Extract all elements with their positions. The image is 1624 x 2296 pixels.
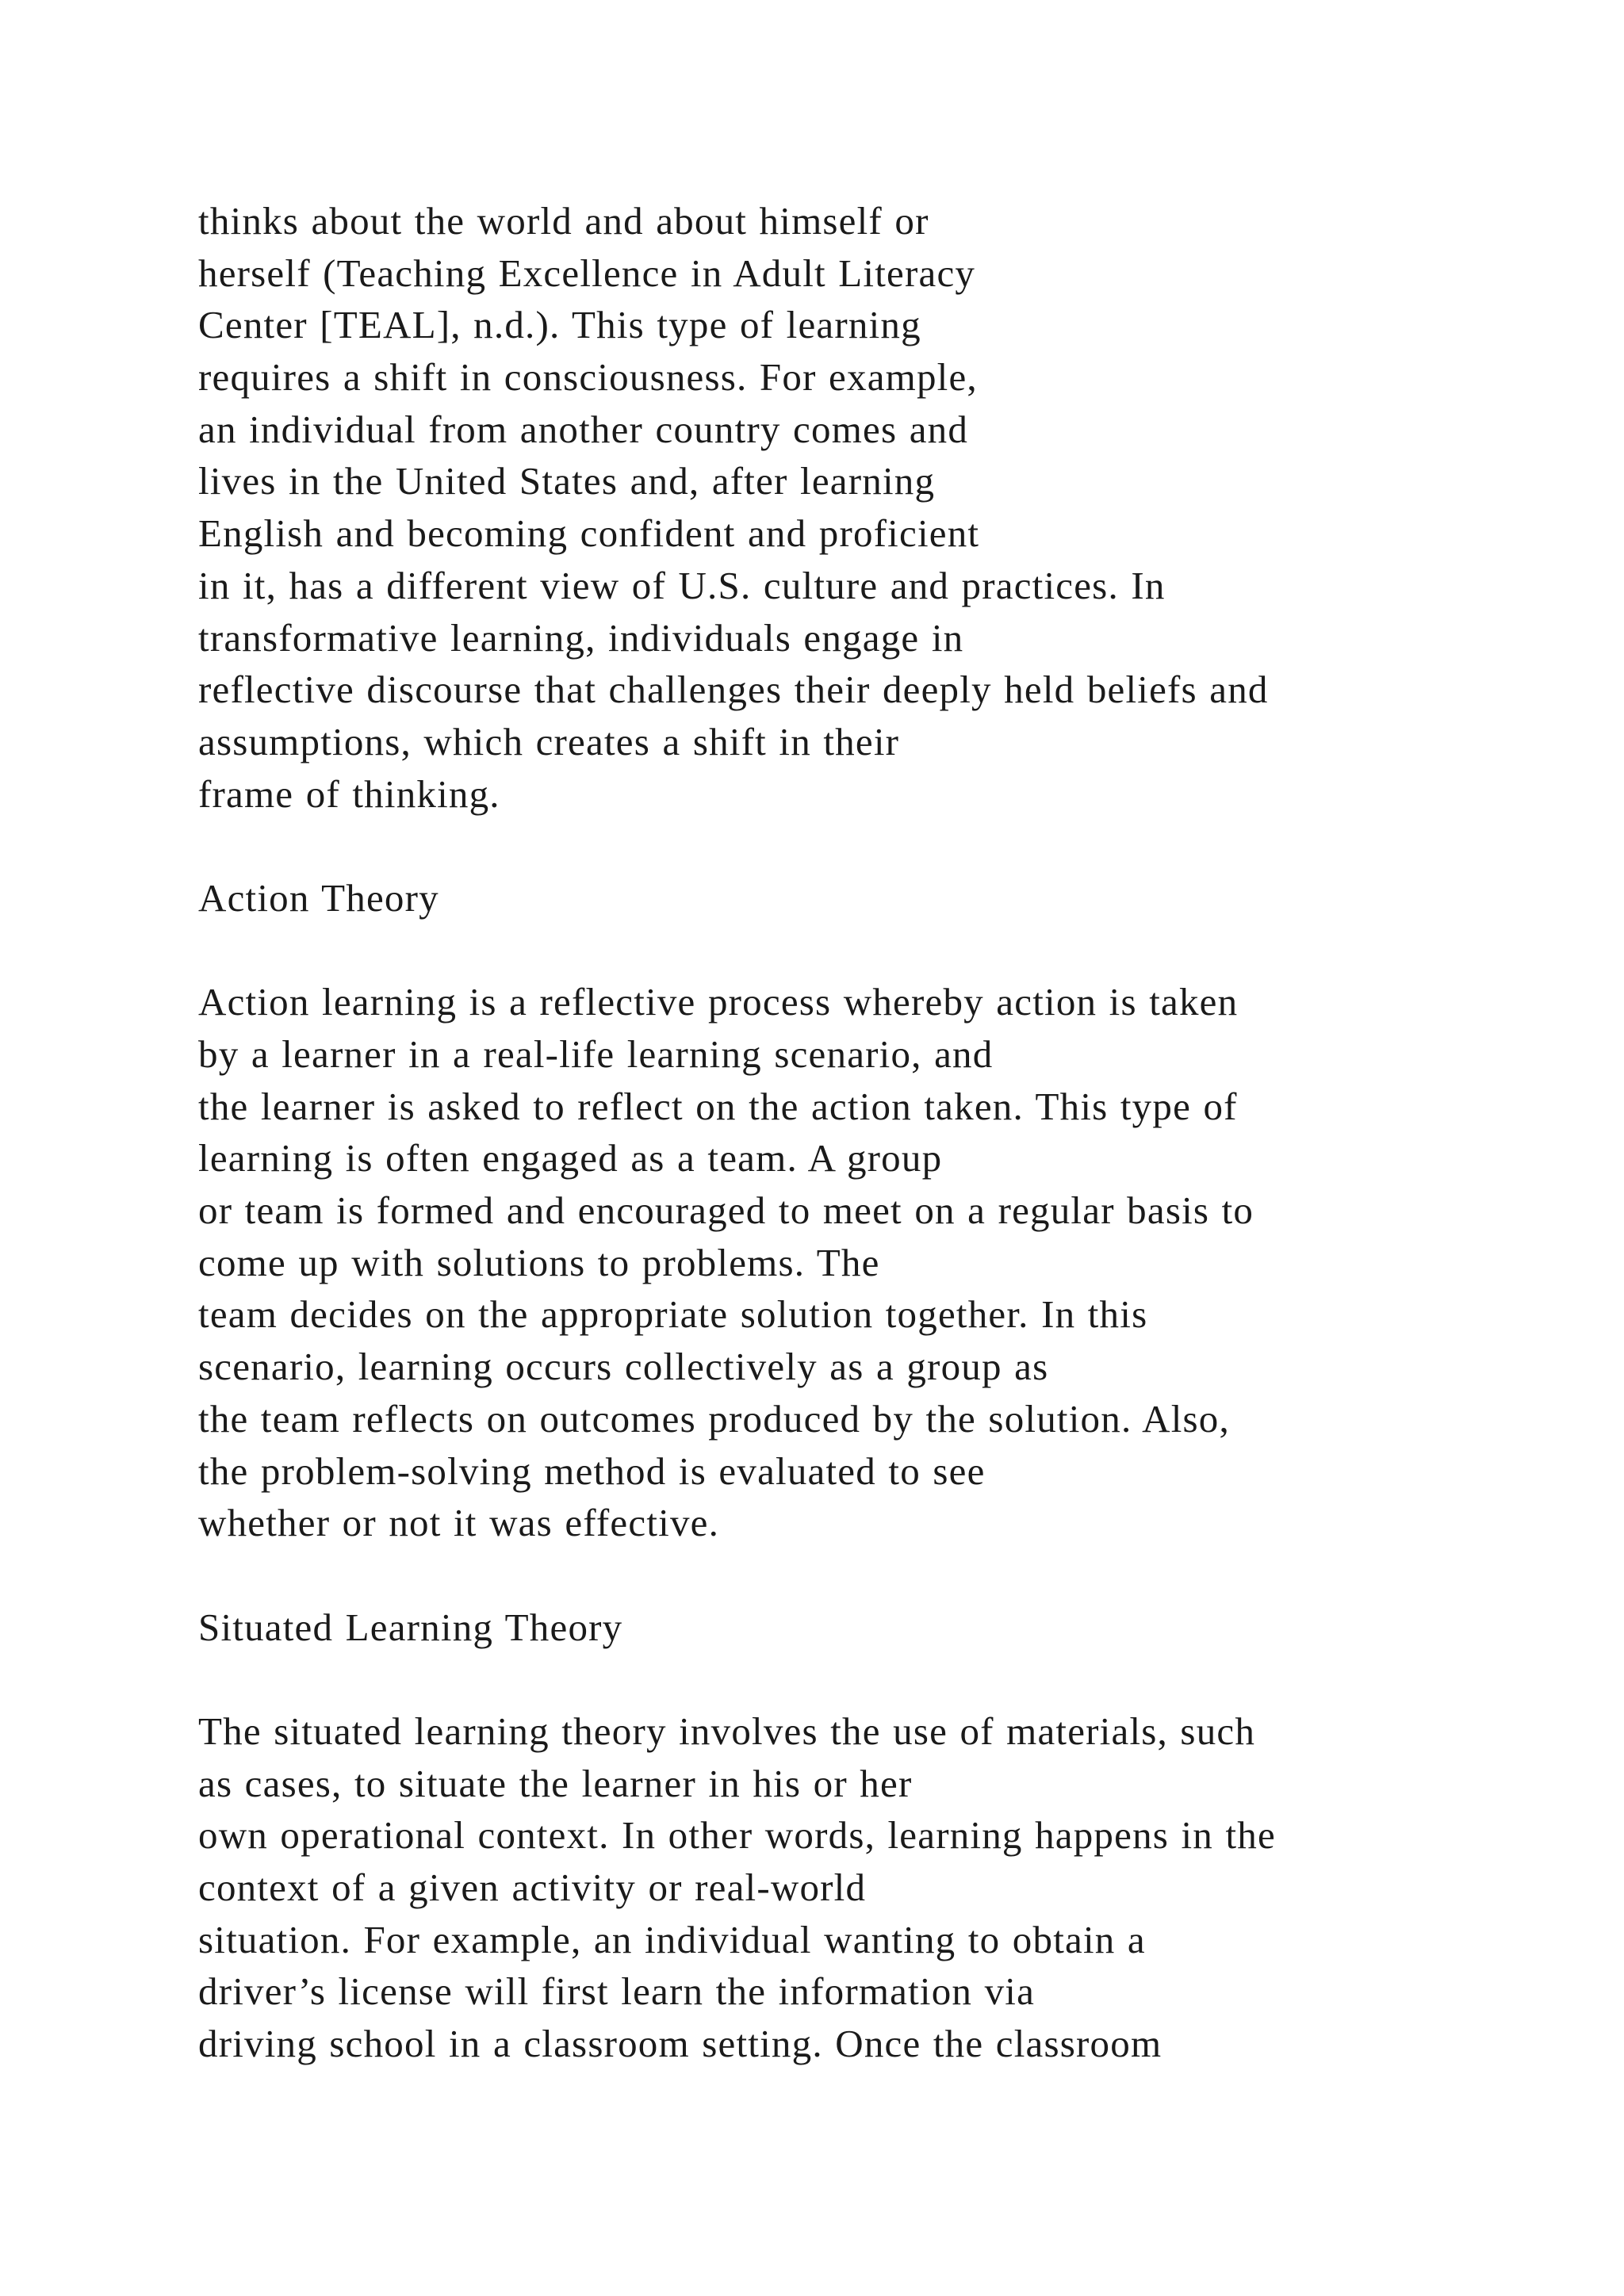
paragraph-action-theory [198,976,1546,1549]
text-line: in it, has a different view of U.S. culture and practices. In [198,563,1166,607]
text-line: The situated learning theory involves the use of materials, such [198,1709,1256,1753]
text-line: requires a shift in consciousness. For example, [198,355,978,400]
text-line: frame of thinking. [198,771,500,816]
text-line: driver’s license will first learn the information via [198,1969,1036,2014]
text-line: own operational context. In other words, learning happens in the [198,1813,1276,1858]
text-line: context of a given activity or real-world [198,1866,867,1909]
text-line: by a learner in a real-life learning scenario, and [198,1032,994,1076]
text-line: Action learning is a reflective process whereby action is taken [198,980,1239,1024]
paragraph-gap [198,1653,1546,1705]
text-line: reflective discourse that challenges their deeply held beliefs and [198,668,1269,712]
section-heading-situated-learning-theory: Situated Learning Theory [198,1605,623,1649]
text-line: driving school in a classroom setting. Once the classroom [198,2022,1162,2066]
paragraph-gap [198,924,1546,977]
text-line: Center [TEAL], n.d.). This type of learning [198,303,921,347]
text-line: the team reflects on outcomes produced by the solution. Also, [198,1396,1230,1441]
text-line: herself (Teaching Excellence in Adult Literacy [198,251,976,295]
text-line: as cases, to situate the learner in his or her [198,1761,913,1805]
text-line: situation. For example, an individual wanting to obtain a [198,1917,1146,1961]
paragraph-gap [198,1549,1546,1601]
paragraph-gap [198,820,1546,872]
text-line: lives in the United States and, after learning [198,459,936,503]
text-line: the problem-solving method is evaluated to see [198,1448,986,1493]
paragraph-transformative-learning [198,195,1546,820]
text-line: whether or not it was effective. [198,1501,720,1545]
text-line: scenario, learning occurs collectively as a group as [198,1345,1049,1389]
text-line: or team is formed and encouraged to meet on a regular basis to [198,1188,1254,1233]
text-line: thinks about the world and about himself or [198,199,929,243]
text-line: the learner is asked to reflect on the action taken. This type of [198,1084,1238,1128]
text-line: English and becoming confident and proficient [198,511,980,556]
text-line: transformative learning, individuals engage in [198,615,964,660]
text-line: learning is often engaged as a team. A group [198,1136,943,1181]
section-heading-action-theory: Action Theory [198,875,439,920]
text-line: come up with solutions to problems. The [198,1240,880,1284]
paragraph-situated-learning [198,1705,1546,2070]
text-line: assumptions, which creates a shift in their [198,719,900,763]
text-line: team decides on the appropriate solution together. In this [198,1292,1148,1337]
text-line: an individual from another country comes and [198,407,969,451]
document-body [198,195,1546,2070]
